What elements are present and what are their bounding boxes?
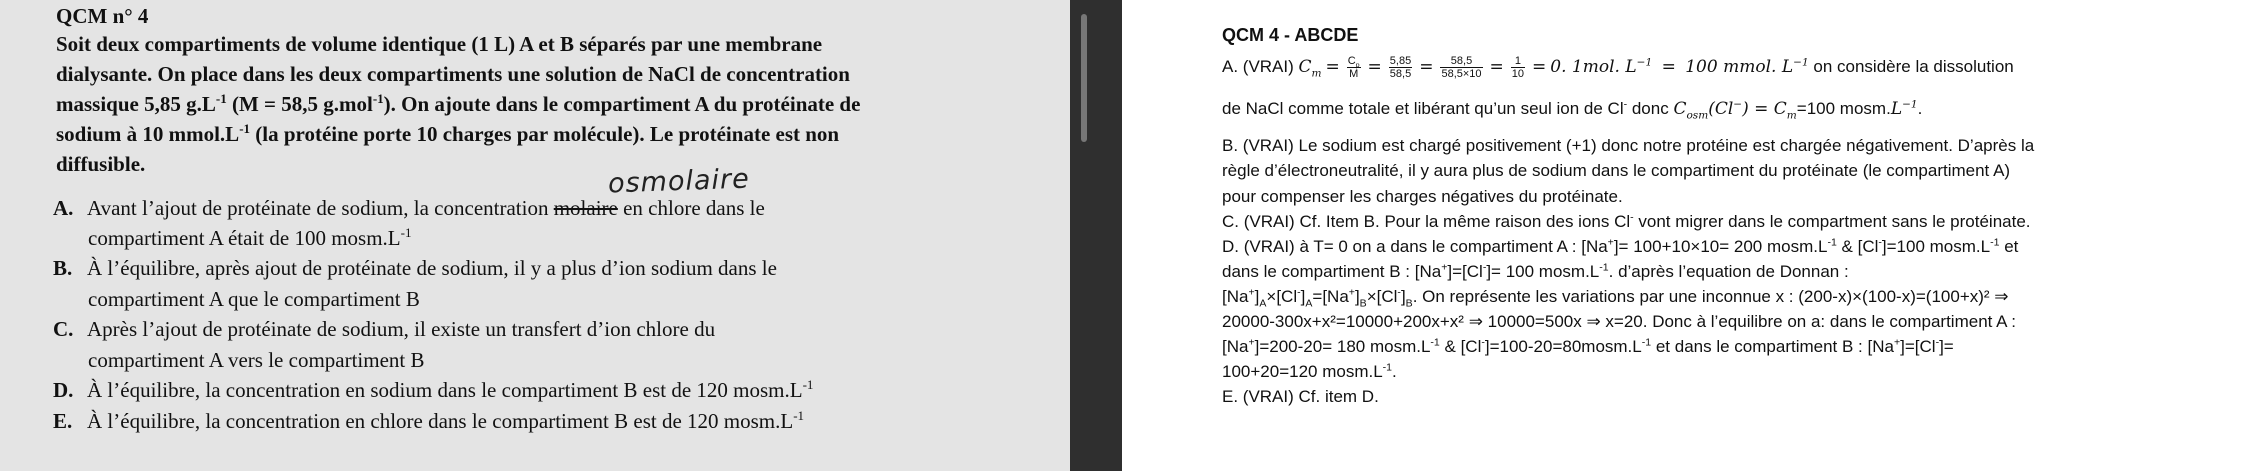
- answer-text: de NaCl comme totale et libérant qu’un seul ion de Cl: [1222, 99, 1624, 118]
- answer-d-line-4: 20000-300x+x²=10000+200x+x² ⇒ 10000=500x ⇒ x=20. Donc à l’equilibre on a: dans le compartiment A :: [1222, 312, 2017, 331]
- answer-text: & [Cl: [1836, 237, 1879, 256]
- answer-text: =100 mosm.: [1796, 99, 1891, 118]
- answer-text: ]=: [1939, 337, 1954, 356]
- answer-text: et: [1999, 237, 2019, 256]
- answer-text: À l’équilibre, la concentration en chlore dans le compartiment B est de 120 mosm.L: [87, 409, 794, 433]
- answer-item-a-cont: [88, 226, 411, 251]
- question-title: QCM n° 4: [56, 4, 149, 28]
- answer-text: À l’équilibre, après ajout de protéinate de sodium, il y a plus d’ion sodium dans le: [87, 256, 777, 280]
- answer-letter: C.: [53, 317, 74, 341]
- question-line-5: diffusible.: [56, 152, 146, 176]
- question-line-3-b: (M = 58,5 g.mol: [226, 92, 373, 116]
- answer-key-title: QCM 4 - ABCDE: [1222, 25, 1359, 45]
- superscript: -1: [239, 121, 251, 136]
- answer-b-line-2: règle d’électroneutralité, il y aura plus de sodium dans le compartiment du protéinate (le compartiment A): [1222, 161, 2011, 180]
- answer-text: .: [1392, 362, 1397, 381]
- answer-a-line-1: [1222, 55, 2014, 80]
- superscript: -1: [215, 91, 227, 106]
- question-line-3-c: ). On ajoute dans le compartiment A du protéinate de: [383, 92, 861, 116]
- answer-c-line: C. (VRAI) Cf. Item B. Pour la même raison des ions Cl- vont migrer dans le compartment sans le protéinate.: [1222, 211, 2031, 231]
- answer-item-c: [53, 317, 715, 342]
- answer-d-line-6: 100+20=120 $mosm.L^{-1}$.: [1222, 361, 1397, 381]
- answer-text: donc: [1627, 99, 1674, 118]
- answer-text: ]= 100+10×10= 200 mosm.L: [1613, 237, 1828, 256]
- answer-text: & [Cl: [1439, 337, 1482, 356]
- answer-text: et dans le compartiment B : [Na: [1651, 337, 1894, 356]
- answer-d-line-5: [Na+]=200-20= 180 $mosm.L^{-1}$ & $[Cl^-]=100-20=80mosm.L^{-1}$ et dans le compartiment B : [Na+]=[Cl-]=: [1222, 336, 1954, 356]
- answer-text: . d’après l’equation de Donnan :: [1608, 262, 1849, 281]
- answer-item-c-cont: compartiment A vers le compartiment B: [88, 348, 425, 372]
- answer-e-line: E. (VRAI) Cf. item D.: [1222, 387, 1379, 406]
- superscript: -1: [400, 225, 412, 240]
- answer-d-line-3: $[Na^+]_A\times[Cl^-]_A=[Na^+]_B\times[Cl^-]_B$. On représente les variations par une inconnue x : (200-x)×(100-x)=(100+x)² ⇒: [1222, 286, 2009, 310]
- answer-letter: A.: [53, 196, 74, 220]
- answer-item-e: [53, 409, 804, 434]
- superscript: -1: [802, 377, 814, 392]
- struck-word: molaire: [553, 196, 618, 220]
- answer-letter: E.: [53, 409, 73, 433]
- answer-d-line-2: dans le compartiment B : [Na+]=[Cl-]= 100 $mosm.L^{-1}$. d’après l’equation de Donnan :: [1222, 261, 1849, 281]
- answer-text: D. (VRAI) à T= 0 on a dans le compartiment A : [Na: [1222, 237, 1608, 256]
- answer-item-a: [53, 196, 765, 221]
- question-line-1: Soit deux compartiments de volume identique (1 L) A et B séparés par une membrane: [56, 32, 823, 56]
- answer-text: Avant l’ajout de protéinate de sodium, la concentration: [87, 196, 554, 220]
- answer-a-label: A. (VRAI): [1222, 57, 1299, 76]
- answer-text: ]=100 mosm.L: [1881, 237, 1991, 256]
- handwritten-annotation: osmolaire: [607, 163, 751, 200]
- answer-text: compartiment A était de 100 mosm.L: [88, 226, 401, 250]
- answer-text: À l’équilibre, la concentration en sodium dans le compartiment B est de 120 mosm.L: [87, 378, 803, 402]
- answer-text: vont migrer dans le compartment sans le protéinate.: [1633, 212, 2031, 231]
- question-line-3: [56, 92, 860, 117]
- question-line-4: [56, 122, 839, 147]
- superscript: -1: [793, 408, 805, 423]
- answer-text: en chlore dans le: [617, 196, 765, 220]
- answer-b-line-3: pour compenser les charges négatives du protéinate.: [1222, 187, 1623, 206]
- question-line-4-b: (la protéine porte 10 charges par molécule). Le protéinate est non: [250, 122, 840, 146]
- superscript: -1: [372, 91, 384, 106]
- answer-a-line-2: de NaCl comme totale et libérant qu’un seul ion de Cl- donc $C_{osm}(Cl^-) = C_m=100$ $mosm.L^{-1}$.: [1222, 98, 1923, 122]
- answer-text: ]= 100 mosm.L: [1486, 262, 1600, 281]
- answer-b-line-1: B. (VRAI) Le sodium est chargé positivement (+1) donc notre protéine est chargée négativement. D’après la: [1222, 136, 2035, 155]
- answer-a-text: on considère la dissolution: [1808, 57, 2014, 76]
- answer-text: 100+20=120 mosm.L: [1222, 362, 1383, 381]
- answer-text: ]=[Cl: [1447, 262, 1483, 281]
- answer-text: ]=100-20=80mosm.L: [1484, 337, 1642, 356]
- answer-item-d: [53, 378, 813, 403]
- answer-text: dans le compartiment B : [Na: [1222, 262, 1442, 281]
- answer-letter: D.: [53, 378, 74, 402]
- answer-letter: B.: [53, 256, 73, 280]
- answer-item-b: [53, 256, 777, 281]
- answer-text: ]=200-20= 180 mosm.L: [1254, 337, 1431, 356]
- answer-text: ]=[Cl: [1900, 337, 1936, 356]
- question-line-2: dialysante. On place dans les deux compartiments une solution de NaCl de concentration: [56, 62, 850, 86]
- question-line-4-a: sodium à 10 mmol.L: [56, 122, 240, 146]
- answer-text: Après l’ajout de protéinate de sodium, il existe un transfert d’ion chlore du: [87, 317, 716, 341]
- answer-text: . On représente les variations par une inconnue x : (200-x)×(100-x)=(100+x)² ⇒: [1412, 287, 2009, 306]
- formula: $C_{osm}(Cl^-) = C_m$: [1673, 98, 1797, 122]
- answer-text: [Na: [1222, 337, 1249, 356]
- scrollbar-thumb[interactable]: [1081, 14, 1087, 142]
- answer-d-line-1: D. (VRAI) à T= 0 on a dans le compartiment A : [Na+]= 100+10×10= 200 $mosm.L^{-1}$ & [Cl-]=100 $mosm.L^{-1}$ et: [1222, 236, 2019, 256]
- answer-text: C. (VRAI) Cf. Item B. Pour la même raison des ions Cl: [1222, 212, 1631, 231]
- pane-divider[interactable]: [1070, 0, 1122, 471]
- answer-item-b-cont: compartiment A que le compartiment B: [88, 287, 420, 311]
- formula: $C_m$ = $\frac{C_p}{M}$ = $\frac{5,85}{58,5}$ = $\frac{58,5}{58,5\times 10}$ = $\frac{1}{10}$ = 0. 1mol. $L^{-1} = 100$ mmol. $L^{-1}$: [1298, 55, 1809, 80]
- question-line-3-a: massique 5,85 g.L: [56, 92, 216, 116]
